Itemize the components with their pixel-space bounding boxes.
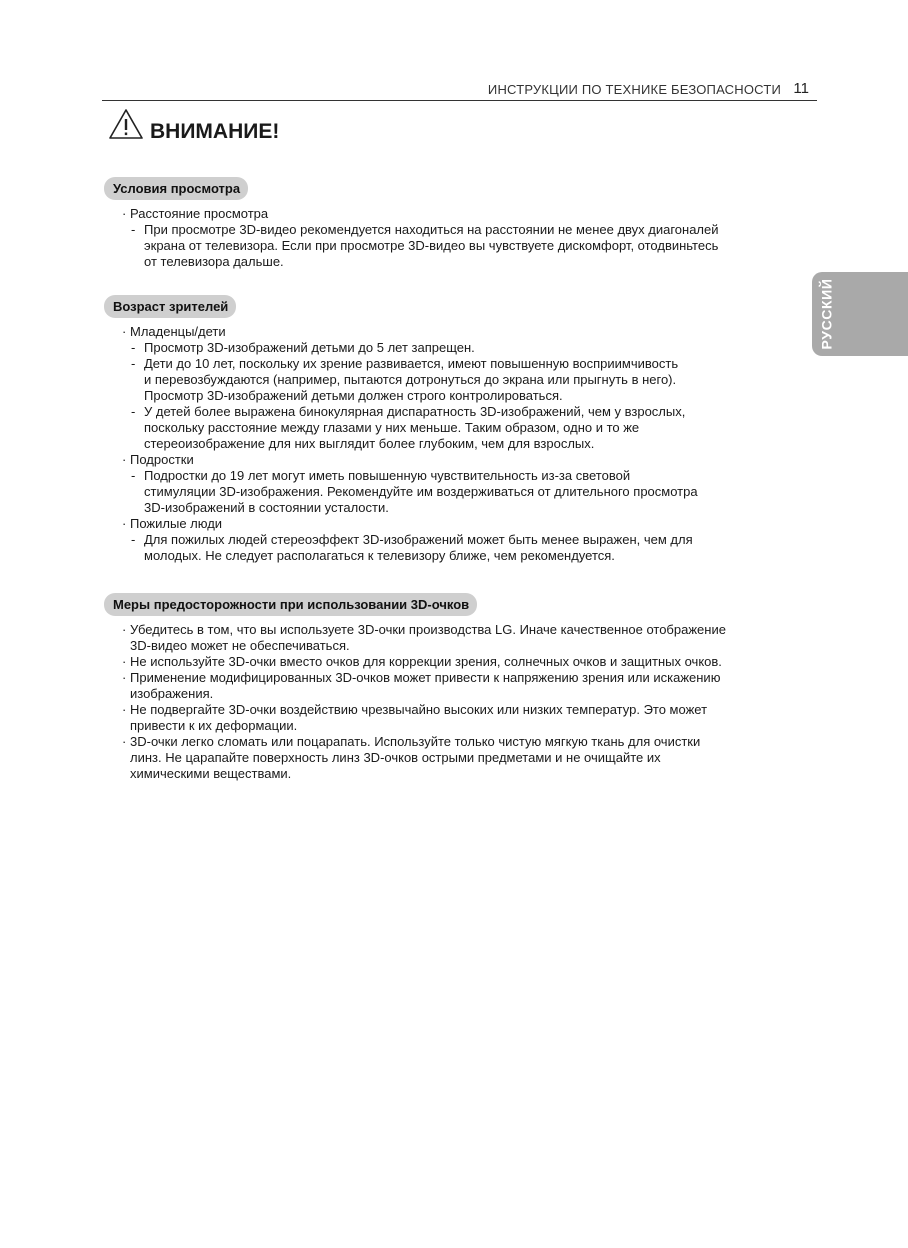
line-text: Подростки до 19 лет могут иметь повышенную чувствительность из-за световой: [144, 468, 631, 483]
bullet-marker: ·: [122, 622, 127, 637]
dash-marker: -: [131, 340, 136, 355]
bullet-marker: ·: [122, 734, 127, 749]
section-3d-glasses-precautions: [104, 593, 804, 782]
list-item: [104, 324, 804, 340]
section-heading: Условия просмотра: [104, 177, 248, 200]
list-item-continuation: [104, 638, 804, 654]
header-title: ИНСТРУКЦИИ ПО ТЕХНИКЕ БЕЗОПАСНОСТИ: [487, 82, 781, 97]
list-item: [104, 702, 804, 718]
list-item: [104, 532, 804, 548]
bullet-marker: ·: [122, 654, 127, 669]
list-item-continuation: [104, 420, 804, 436]
dash-marker: -: [131, 404, 136, 419]
line-text: 3D-очки легко сломать или поцарапать. Используйте только чистую мягкую ткань для очистки: [130, 734, 701, 749]
list-item-continuation: [104, 254, 804, 270]
dash-marker: -: [131, 532, 136, 547]
page-header: [102, 80, 817, 101]
line-text: Убедитесь в том, что вы используете 3D-очки производства LG. Иначе качественное отображение: [130, 622, 726, 637]
list-item-continuation: [104, 500, 804, 516]
list-item-continuation: [104, 686, 804, 702]
line-text: от телевизора дальше.: [144, 254, 284, 269]
section-heading: Возраст зрителей: [104, 295, 236, 318]
list-item: [104, 340, 804, 356]
section-lines: [104, 622, 804, 782]
line-text: стимуляции 3D-изображения. Рекомендуйте им воздерживаться от длительного просмотра: [144, 484, 698, 499]
warning-title: ВНИМАНИЕ!: [150, 120, 280, 143]
line-text: Младенцы/дети: [130, 324, 226, 339]
line-text: 3D-изображений в состоянии усталости.: [144, 500, 389, 515]
line-text: линз. Не царапайте поверхность линз 3D-очков острыми предметами и не очищайте их: [130, 750, 661, 765]
line-text: молодых. Не следует располагаться к телевизору ближе, чем рекомендуется.: [144, 548, 615, 563]
line-text: 3D-видео может не обеспечиваться.: [130, 638, 350, 653]
line-text: Применение модифицированных 3D-очков может привести к напряжению зрения или искажению: [130, 670, 721, 685]
section-heading: Меры предосторожности при использовании 3D-очков: [104, 593, 477, 616]
list-item: [104, 356, 804, 372]
bullet-marker: ·: [122, 324, 127, 339]
line-text: привести к их деформации.: [130, 718, 298, 733]
list-item: [104, 452, 804, 468]
list-item-continuation: [104, 484, 804, 500]
list-item-continuation: [104, 718, 804, 734]
language-label: РУССКИЙ: [818, 278, 835, 350]
warning-triangle-icon: [108, 108, 144, 140]
list-item-continuation: [104, 436, 804, 452]
line-text: Для пожилых людей стереоэффект 3D-изображений может быть менее выражен, чем для: [144, 532, 693, 547]
list-item-continuation: [104, 238, 804, 254]
line-text: Не используйте 3D-очки вместо очков для коррекции зрения, солнечных очков и защитных очков.: [130, 654, 722, 669]
line-text: При просмотре 3D-видео рекомендуется находиться на расстоянии не менее двух диагоналей: [144, 222, 719, 237]
line-text: Просмотр 3D-изображений детьми должен строго контролироваться.: [144, 388, 563, 403]
bullet-marker: ·: [122, 702, 127, 717]
bullet-marker: ·: [122, 452, 127, 467]
line-text: У детей более выражена бинокулярная диспаратность 3D-изображений, чем у взрослых,: [144, 404, 686, 419]
section-lines: [104, 324, 804, 564]
bullet-marker: ·: [122, 206, 127, 221]
list-item: [104, 468, 804, 484]
list-item-continuation: [104, 750, 804, 766]
line-text: Пожилые люди: [130, 516, 223, 531]
line-text: Просмотр 3D-изображений детьми до 5 лет запрещен.: [144, 340, 475, 355]
list-item-continuation: [104, 372, 804, 388]
list-item: [104, 622, 804, 638]
line-text: поскольку расстояние между глазами у них меньше. Таким образом, одно и то же: [144, 420, 640, 435]
list-item: [104, 516, 804, 532]
page-number: 11: [793, 80, 809, 97]
list-item: [104, 654, 804, 670]
line-text: Расстояние просмотра: [130, 206, 269, 221]
list-item: [104, 206, 804, 222]
list-item: [104, 222, 804, 238]
line-text: стереоизображение для них выглядит более глубоким, чем для взрослых.: [144, 436, 595, 451]
bullet-marker: ·: [122, 670, 127, 685]
list-item-continuation: [104, 548, 804, 564]
list-item-continuation: [104, 766, 804, 782]
line-text: изображения.: [130, 686, 214, 701]
line-text: и перевозбуждаются (например, пытаются дотронуться до экрана или прыгнуть в него).: [144, 372, 677, 387]
list-item-continuation: [104, 388, 804, 404]
list-item: [104, 404, 804, 420]
line-text: химическими веществами.: [130, 766, 292, 781]
bullet-marker: ·: [122, 516, 127, 531]
dash-marker: -: [131, 468, 136, 483]
section-viewing-conditions: [104, 177, 804, 270]
dash-marker: -: [131, 356, 136, 371]
line-text: экрана от телевизора. Если при просмотре 3D-видео вы чувствуете дискомфорт, отодвиньтесь: [144, 238, 719, 253]
section-lines: [104, 206, 804, 270]
line-text: Не подвергайте 3D-очки воздействию чрезвычайно высоких или низких температур. Это может: [130, 702, 708, 717]
language-side-tab: [812, 272, 908, 356]
list-item: [104, 734, 804, 750]
section-viewer-age: [104, 295, 804, 564]
line-text: Дети до 10 лет, поскольку их зрение развивается, имеют повышенную восприимчивость: [144, 356, 679, 371]
line-text: Подростки: [130, 452, 194, 467]
list-item: [104, 670, 804, 686]
dash-marker: -: [131, 222, 136, 237]
